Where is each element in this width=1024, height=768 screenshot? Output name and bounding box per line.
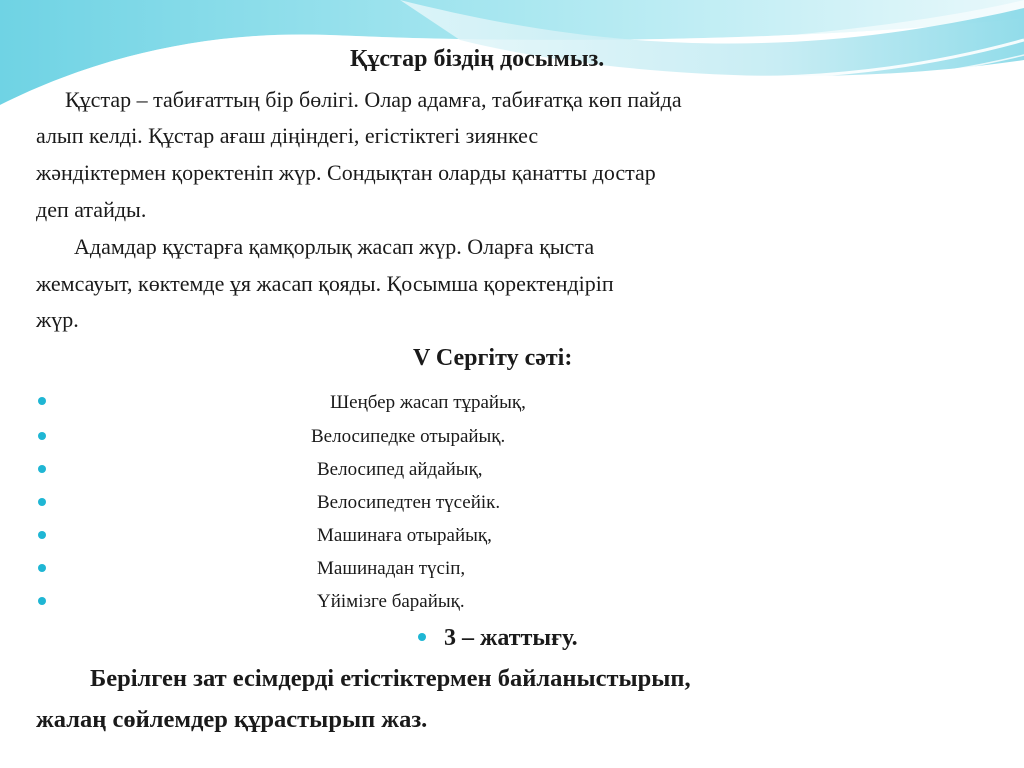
paragraph-line: деп атайды. (36, 197, 147, 222)
list-item-text: Машинаға отырайық, (317, 525, 492, 546)
list-item-text: Велосипед айдайық, (317, 459, 483, 480)
paragraph-line: жемсауыт, көктемде ұя жасап қояды. Қосымша қоректендіріп (36, 271, 614, 296)
paragraph-line: Адамдар құстарға қамқорлық жасап жүр. Оларға қыста (74, 234, 595, 259)
list-item-text: Үйімізге барайық. (317, 591, 465, 612)
list-item-text: Шеңбер жасап тұрайық, (330, 392, 526, 413)
section-heading: V Сергіту сәті: (413, 345, 573, 371)
task-line: Берілген зат есімдерді етістіктермен байланыстырып, (90, 665, 691, 692)
task-heading: 3 – жаттығу. (444, 625, 578, 651)
bullet-icon (38, 597, 46, 605)
bullet-icon (418, 633, 426, 641)
bullet-icon (38, 397, 46, 405)
paragraph-line: Құстар – табиғаттың бір бөлігі. Олар адамға, табиғатқа көп пайда (65, 87, 682, 112)
list-item-text: Велосипедке отырайық. (311, 426, 506, 447)
paragraph-line: жүр. (36, 307, 79, 332)
slide-title: Құстар біздің досымыз. (350, 46, 605, 72)
paragraph-line: жәндіктермен қоректеніп жүр. Сондықтан оларды қанатты достар (36, 160, 656, 185)
paragraph-line: алып келді. Құстар ағаш діңіндегі, егістіктегі зиянкес (36, 123, 539, 148)
bullet-icon (38, 432, 46, 440)
list-item-text: Машинадан түсіп, (317, 558, 466, 579)
bullet-icon (38, 465, 46, 473)
bullet-icon (38, 531, 46, 539)
bullet-icon (38, 498, 46, 506)
bullet-icon (38, 564, 46, 572)
task-line: жалаң сөйлемдер құрастырып жаз. (36, 706, 428, 733)
list-item-text: Велосипедтен түсейік. (317, 492, 501, 513)
